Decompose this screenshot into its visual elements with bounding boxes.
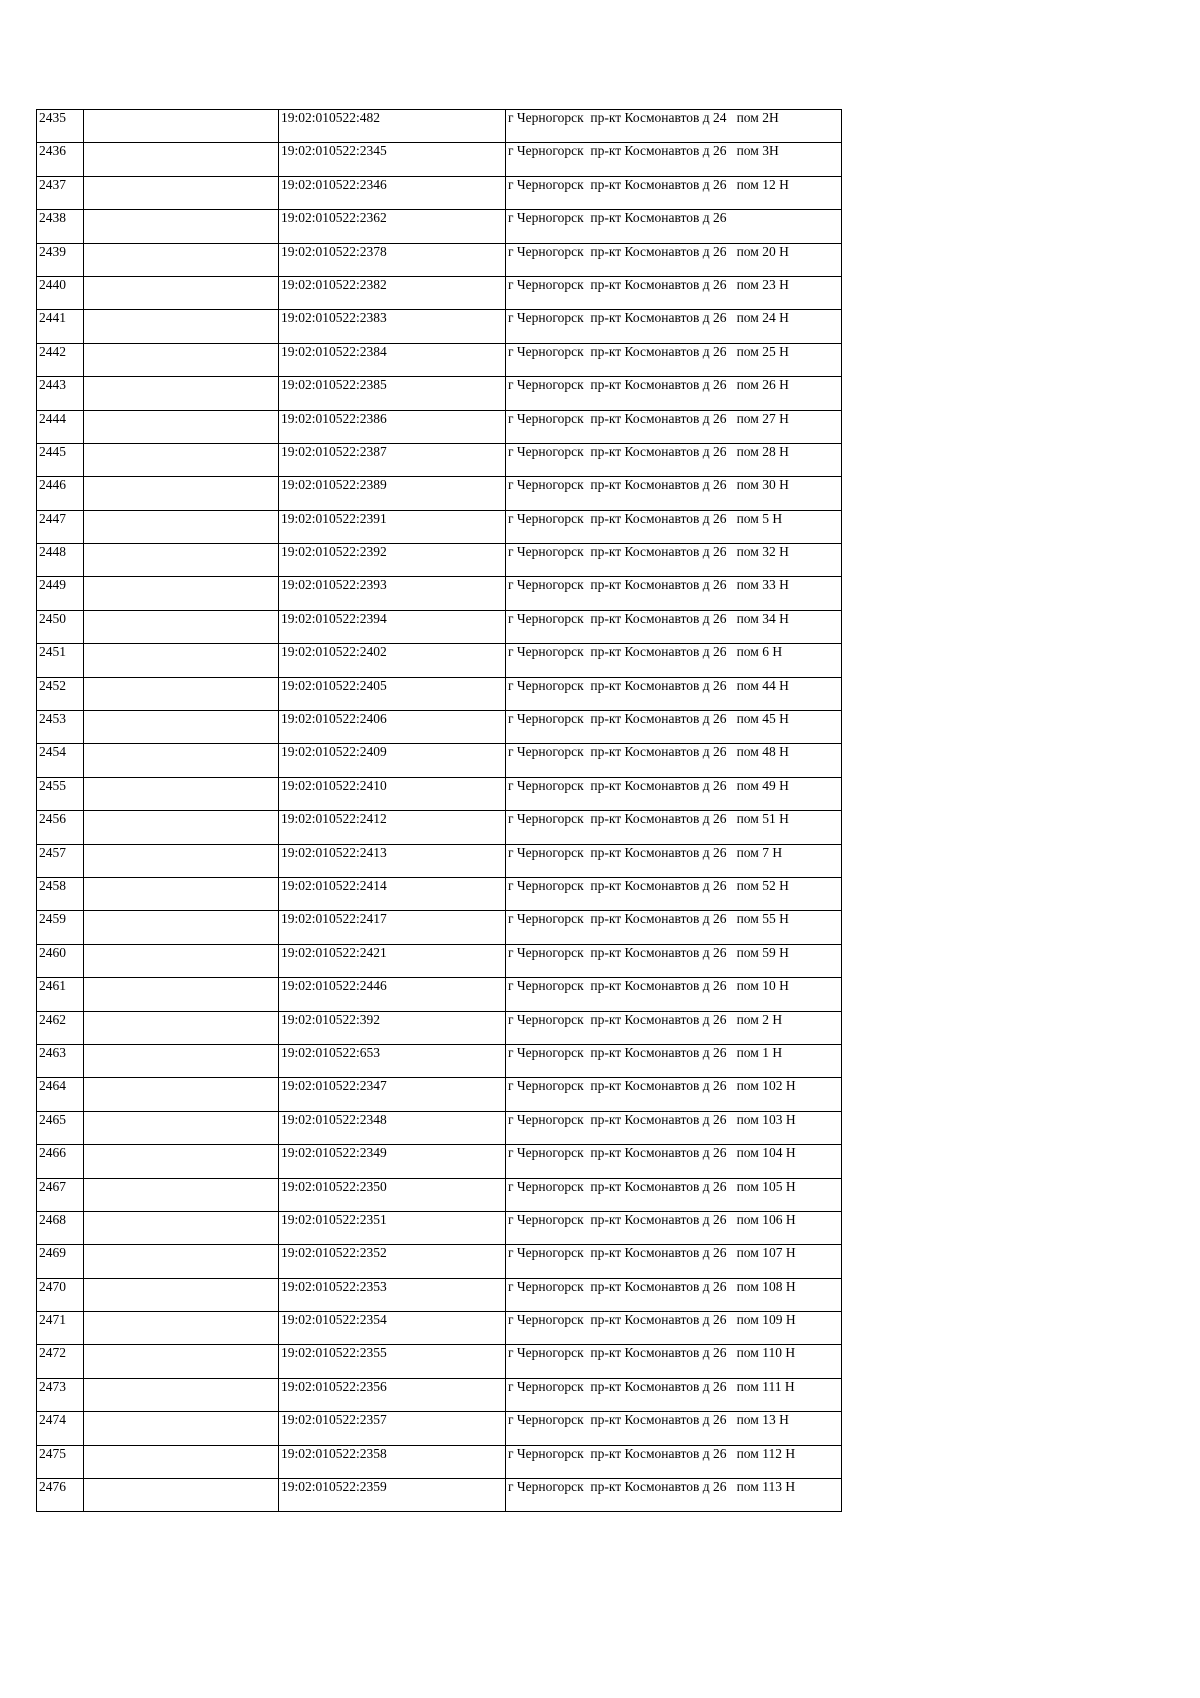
row-number-cell: 2442 <box>37 343 84 376</box>
object-name-cell <box>84 243 279 276</box>
address-cell: г Черногорск пр-кт Космонавтов д 26 пом 6 Н <box>506 644 842 677</box>
object-name-cell <box>84 1378 279 1411</box>
row-number-cell: 2456 <box>37 811 84 844</box>
object-name-cell <box>84 744 279 777</box>
cadastral-number-cell: 19:02:010522:2402 <box>279 644 506 677</box>
object-name-cell <box>84 477 279 510</box>
address-cell: г Черногорск пр-кт Космонавтов д 26 <box>506 210 842 243</box>
cadastral-number-cell: 19:02:010522:2354 <box>279 1312 506 1345</box>
object-name-cell <box>84 677 279 710</box>
address-cell: г Черногорск пр-кт Космонавтов д 24 пом 2Н <box>506 110 842 143</box>
cadastral-number-cell: 19:02:010522:2382 <box>279 276 506 309</box>
row-number-cell: 2466 <box>37 1145 84 1178</box>
object-name-cell <box>84 1245 279 1278</box>
table-row <box>37 1111 842 1144</box>
row-number-cell: 2455 <box>37 777 84 810</box>
address-cell: г Черногорск пр-кт Космонавтов д 26 пом 7 Н <box>506 844 842 877</box>
table-row <box>37 410 842 443</box>
row-number-cell: 2467 <box>37 1178 84 1211</box>
address-cell: г Черногорск пр-кт Космонавтов д 26 пом 1 Н <box>506 1044 842 1077</box>
table-row <box>37 110 842 143</box>
cadastral-number-cell: 19:02:010522:2383 <box>279 310 506 343</box>
address-cell: г Черногорск пр-кт Космонавтов д 26 пом 34 Н <box>506 610 842 643</box>
cadastral-number-cell: 19:02:010522:2384 <box>279 343 506 376</box>
table-row <box>37 677 842 710</box>
address-cell: г Черногорск пр-кт Космонавтов д 26 пом 12 Н <box>506 176 842 209</box>
object-name-cell <box>84 610 279 643</box>
address-cell: г Черногорск пр-кт Космонавтов д 26 пом 102 Н <box>506 1078 842 1111</box>
address-cell: г Черногорск пр-кт Космонавтов д 26 пом 55 Н <box>506 911 842 944</box>
table-row <box>37 310 842 343</box>
cadastral-number-cell: 19:02:010522:2413 <box>279 844 506 877</box>
address-cell: г Черногорск пр-кт Космонавтов д 26 пом 24 Н <box>506 310 842 343</box>
address-cell: г Черногорск пр-кт Космонавтов д 26 пом 28 Н <box>506 443 842 476</box>
table-row <box>37 844 842 877</box>
object-name-cell <box>84 343 279 376</box>
table-row <box>37 1445 842 1478</box>
cadastral-number-cell: 19:02:010522:2351 <box>279 1211 506 1244</box>
row-number-cell: 2458 <box>37 877 84 910</box>
table-row <box>37 343 842 376</box>
table-row <box>37 1211 842 1244</box>
row-number-cell: 2451 <box>37 644 84 677</box>
row-number-cell: 2476 <box>37 1479 84 1512</box>
table-row <box>37 210 842 243</box>
cadastral-number-cell: 19:02:010522:2417 <box>279 911 506 944</box>
object-name-cell <box>84 811 279 844</box>
cadastral-number-cell: 19:02:010522:2414 <box>279 877 506 910</box>
cadastral-number-cell: 19:02:010522:2378 <box>279 243 506 276</box>
table-row <box>37 1479 842 1512</box>
row-number-cell: 2462 <box>37 1011 84 1044</box>
row-number-cell: 2441 <box>37 310 84 343</box>
row-number-cell: 2447 <box>37 510 84 543</box>
row-number-cell: 2453 <box>37 711 84 744</box>
object-name-cell <box>84 1044 279 1077</box>
address-cell: г Черногорск пр-кт Космонавтов д 26 пом 33 Н <box>506 577 842 610</box>
object-name-cell <box>84 143 279 176</box>
address-cell: г Черногорск пр-кт Космонавтов д 26 пом 108 Н <box>506 1278 842 1311</box>
row-number-cell: 2475 <box>37 1445 84 1478</box>
table-row <box>37 443 842 476</box>
row-number-cell: 2454 <box>37 744 84 777</box>
row-number-cell: 2457 <box>37 844 84 877</box>
table-row <box>37 243 842 276</box>
object-name-cell <box>84 777 279 810</box>
address-cell: г Черногорск пр-кт Космонавтов д 26 пом 111 Н <box>506 1378 842 1411</box>
object-name-cell <box>84 1178 279 1211</box>
address-cell: г Черногорск пр-кт Космонавтов д 26 пом 51 Н <box>506 811 842 844</box>
cadastral-number-cell: 19:02:010522:2346 <box>279 176 506 209</box>
row-number-cell: 2470 <box>37 1278 84 1311</box>
cadastral-number-cell: 19:02:010522:2406 <box>279 711 506 744</box>
object-name-cell <box>84 978 279 1011</box>
address-cell: г Черногорск пр-кт Космонавтов д 26 пом 110 Н <box>506 1345 842 1378</box>
object-name-cell <box>84 1111 279 1144</box>
table-row <box>37 811 842 844</box>
object-name-cell <box>84 1445 279 1478</box>
table-row <box>37 176 842 209</box>
table-row <box>37 911 842 944</box>
object-name-cell <box>84 1312 279 1345</box>
row-number-cell: 2440 <box>37 276 84 309</box>
table-row <box>37 610 842 643</box>
cadastral-number-cell: 19:02:010522:392 <box>279 1011 506 1044</box>
address-cell: г Черногорск пр-кт Космонавтов д 26 пом 112 Н <box>506 1445 842 1478</box>
address-cell: г Черногорск пр-кт Космонавтов д 26 пом 105 Н <box>506 1178 842 1211</box>
table-row <box>37 1078 842 1111</box>
address-cell: г Черногорск пр-кт Космонавтов д 26 пом 52 Н <box>506 877 842 910</box>
address-cell: г Черногорск пр-кт Космонавтов д 26 пом 104 Н <box>506 1145 842 1178</box>
object-name-cell <box>84 276 279 309</box>
row-number-cell: 2460 <box>37 944 84 977</box>
address-cell: г Черногорск пр-кт Космонавтов д 26 пом 27 Н <box>506 410 842 443</box>
cadastral-number-cell: 19:02:010522:653 <box>279 1044 506 1077</box>
object-name-cell <box>84 1479 279 1512</box>
cadastral-number-cell: 19:02:010522:2352 <box>279 1245 506 1278</box>
address-cell: г Черногорск пр-кт Космонавтов д 26 пом 106 Н <box>506 1211 842 1244</box>
table-row <box>37 377 842 410</box>
cadastral-number-cell: 19:02:010522:2362 <box>279 210 506 243</box>
table-row <box>37 944 842 977</box>
address-cell: г Черногорск пр-кт Космонавтов д 26 пом 45 Н <box>506 711 842 744</box>
table-row <box>37 1145 842 1178</box>
row-number-cell: 2446 <box>37 477 84 510</box>
cadastral-number-cell: 19:02:010522:482 <box>279 110 506 143</box>
cadastral-number-cell: 19:02:010522:2394 <box>279 610 506 643</box>
address-cell: г Черногорск пр-кт Космонавтов д 26 пом 20 Н <box>506 243 842 276</box>
address-cell: г Черногорск пр-кт Космонавтов д 26 пом 44 Н <box>506 677 842 710</box>
object-name-cell <box>84 911 279 944</box>
object-name-cell <box>84 377 279 410</box>
row-number-cell: 2464 <box>37 1078 84 1111</box>
cadastral-number-cell: 19:02:010522:2412 <box>279 811 506 844</box>
table-row <box>37 644 842 677</box>
row-number-cell: 2437 <box>37 176 84 209</box>
table-row <box>37 777 842 810</box>
object-name-cell <box>84 1011 279 1044</box>
row-number-cell: 2459 <box>37 911 84 944</box>
cadastral-number-cell: 19:02:010522:2386 <box>279 410 506 443</box>
object-name-cell <box>84 711 279 744</box>
cadastral-number-cell: 19:02:010522:2356 <box>279 1378 506 1411</box>
table-row <box>37 978 842 1011</box>
row-number-cell: 2436 <box>37 143 84 176</box>
row-number-cell: 2443 <box>37 377 84 410</box>
row-number-cell: 2472 <box>37 1345 84 1378</box>
cadastral-number-cell: 19:02:010522:2350 <box>279 1178 506 1211</box>
object-name-cell <box>84 1278 279 1311</box>
cadastral-number-cell: 19:02:010522:2389 <box>279 477 506 510</box>
cadastral-number-cell: 19:02:010522:2357 <box>279 1412 506 1445</box>
cadastral-number-cell: 19:02:010522:2409 <box>279 744 506 777</box>
table-row <box>37 1178 842 1211</box>
row-number-cell: 2439 <box>37 243 84 276</box>
row-number-cell: 2468 <box>37 1211 84 1244</box>
address-cell: г Черногорск пр-кт Космонавтов д 26 пом 2 Н <box>506 1011 842 1044</box>
table-row <box>37 711 842 744</box>
row-number-cell: 2444 <box>37 410 84 443</box>
address-cell: г Черногорск пр-кт Космонавтов д 26 пом 109 Н <box>506 1312 842 1345</box>
object-name-cell <box>84 110 279 143</box>
cadastral-number-cell: 19:02:010522:2391 <box>279 510 506 543</box>
object-name-cell <box>84 1211 279 1244</box>
object-name-cell <box>84 1078 279 1111</box>
address-cell: г Черногорск пр-кт Космонавтов д 26 пом 113 Н <box>506 1479 842 1512</box>
table-row <box>37 1011 842 1044</box>
address-cell: г Черногорск пр-кт Космонавтов д 26 пом 30 Н <box>506 477 842 510</box>
address-cell: г Черногорск пр-кт Космонавтов д 26 пом 32 Н <box>506 544 842 577</box>
row-number-cell: 2452 <box>37 677 84 710</box>
object-name-cell <box>84 210 279 243</box>
table-row <box>37 510 842 543</box>
cadastral-number-cell: 19:02:010522:2405 <box>279 677 506 710</box>
cadastral-number-cell: 19:02:010522:2353 <box>279 1278 506 1311</box>
property-table-body <box>37 110 842 1512</box>
cadastral-number-cell: 19:02:010522:2359 <box>279 1479 506 1512</box>
table-row <box>37 1412 842 1445</box>
address-cell: г Черногорск пр-кт Космонавтов д 26 пом 23 Н <box>506 276 842 309</box>
row-number-cell: 2450 <box>37 610 84 643</box>
address-cell: г Черногорск пр-кт Космонавтов д 26 пом 5 Н <box>506 510 842 543</box>
object-name-cell <box>84 176 279 209</box>
cadastral-number-cell: 19:02:010522:2347 <box>279 1078 506 1111</box>
object-name-cell <box>84 844 279 877</box>
address-cell: г Черногорск пр-кт Космонавтов д 26 пом 26 Н <box>506 377 842 410</box>
object-name-cell <box>84 1145 279 1178</box>
cadastral-number-cell: 19:02:010522:2355 <box>279 1345 506 1378</box>
object-name-cell <box>84 644 279 677</box>
address-cell: г Черногорск пр-кт Космонавтов д 26 пом 107 Н <box>506 1245 842 1278</box>
table-row <box>37 1044 842 1077</box>
table-row <box>37 744 842 777</box>
object-name-cell <box>84 877 279 910</box>
object-name-cell <box>84 577 279 610</box>
cadastral-number-cell: 19:02:010522:2348 <box>279 1111 506 1144</box>
object-name-cell <box>84 443 279 476</box>
address-cell: г Черногорск пр-кт Космонавтов д 26 пом 49 Н <box>506 777 842 810</box>
object-name-cell <box>84 510 279 543</box>
object-name-cell <box>84 1412 279 1445</box>
address-cell: г Черногорск пр-кт Космонавтов д 26 пом 13 Н <box>506 1412 842 1445</box>
table-row <box>37 1345 842 1378</box>
cadastral-number-cell: 19:02:010522:2393 <box>279 577 506 610</box>
cadastral-number-cell: 19:02:010522:2358 <box>279 1445 506 1478</box>
object-name-cell <box>84 310 279 343</box>
object-name-cell <box>84 944 279 977</box>
address-cell: г Черногорск пр-кт Космонавтов д 26 пом 59 Н <box>506 944 842 977</box>
table-row <box>37 544 842 577</box>
table-row <box>37 877 842 910</box>
table-row <box>37 1278 842 1311</box>
table-row <box>37 577 842 610</box>
row-number-cell: 2463 <box>37 1044 84 1077</box>
address-cell: г Черногорск пр-кт Космонавтов д 26 пом 3Н <box>506 143 842 176</box>
row-number-cell: 2461 <box>37 978 84 1011</box>
row-number-cell: 2473 <box>37 1378 84 1411</box>
table-row <box>37 143 842 176</box>
row-number-cell: 2469 <box>37 1245 84 1278</box>
row-number-cell: 2465 <box>37 1111 84 1144</box>
address-cell: г Черногорск пр-кт Космонавтов д 26 пом 25 Н <box>506 343 842 376</box>
cadastral-number-cell: 19:02:010522:2421 <box>279 944 506 977</box>
cadastral-number-cell: 19:02:010522:2349 <box>279 1145 506 1178</box>
row-number-cell: 2474 <box>37 1412 84 1445</box>
cadastral-number-cell: 19:02:010522:2385 <box>279 377 506 410</box>
object-name-cell <box>84 544 279 577</box>
cadastral-number-cell: 19:02:010522:2392 <box>279 544 506 577</box>
cadastral-number-cell: 19:02:010522:2410 <box>279 777 506 810</box>
row-number-cell: 2448 <box>37 544 84 577</box>
row-number-cell: 2445 <box>37 443 84 476</box>
row-number-cell: 2438 <box>37 210 84 243</box>
cadastral-number-cell: 19:02:010522:2387 <box>279 443 506 476</box>
address-cell: г Черногорск пр-кт Космонавтов д 26 пом 10 Н <box>506 978 842 1011</box>
cadastral-number-cell: 19:02:010522:2345 <box>279 143 506 176</box>
table-row <box>37 1312 842 1345</box>
row-number-cell: 2435 <box>37 110 84 143</box>
address-cell: г Черногорск пр-кт Космонавтов д 26 пом 48 Н <box>506 744 842 777</box>
object-name-cell <box>84 1345 279 1378</box>
table-row <box>37 276 842 309</box>
address-cell: г Черногорск пр-кт Космонавтов д 26 пом 103 Н <box>506 1111 842 1144</box>
property-table <box>36 109 842 1512</box>
table-row <box>37 1378 842 1411</box>
row-number-cell: 2471 <box>37 1312 84 1345</box>
cadastral-number-cell: 19:02:010522:2446 <box>279 978 506 1011</box>
table-row <box>37 1245 842 1278</box>
table-row <box>37 477 842 510</box>
object-name-cell <box>84 410 279 443</box>
row-number-cell: 2449 <box>37 577 84 610</box>
